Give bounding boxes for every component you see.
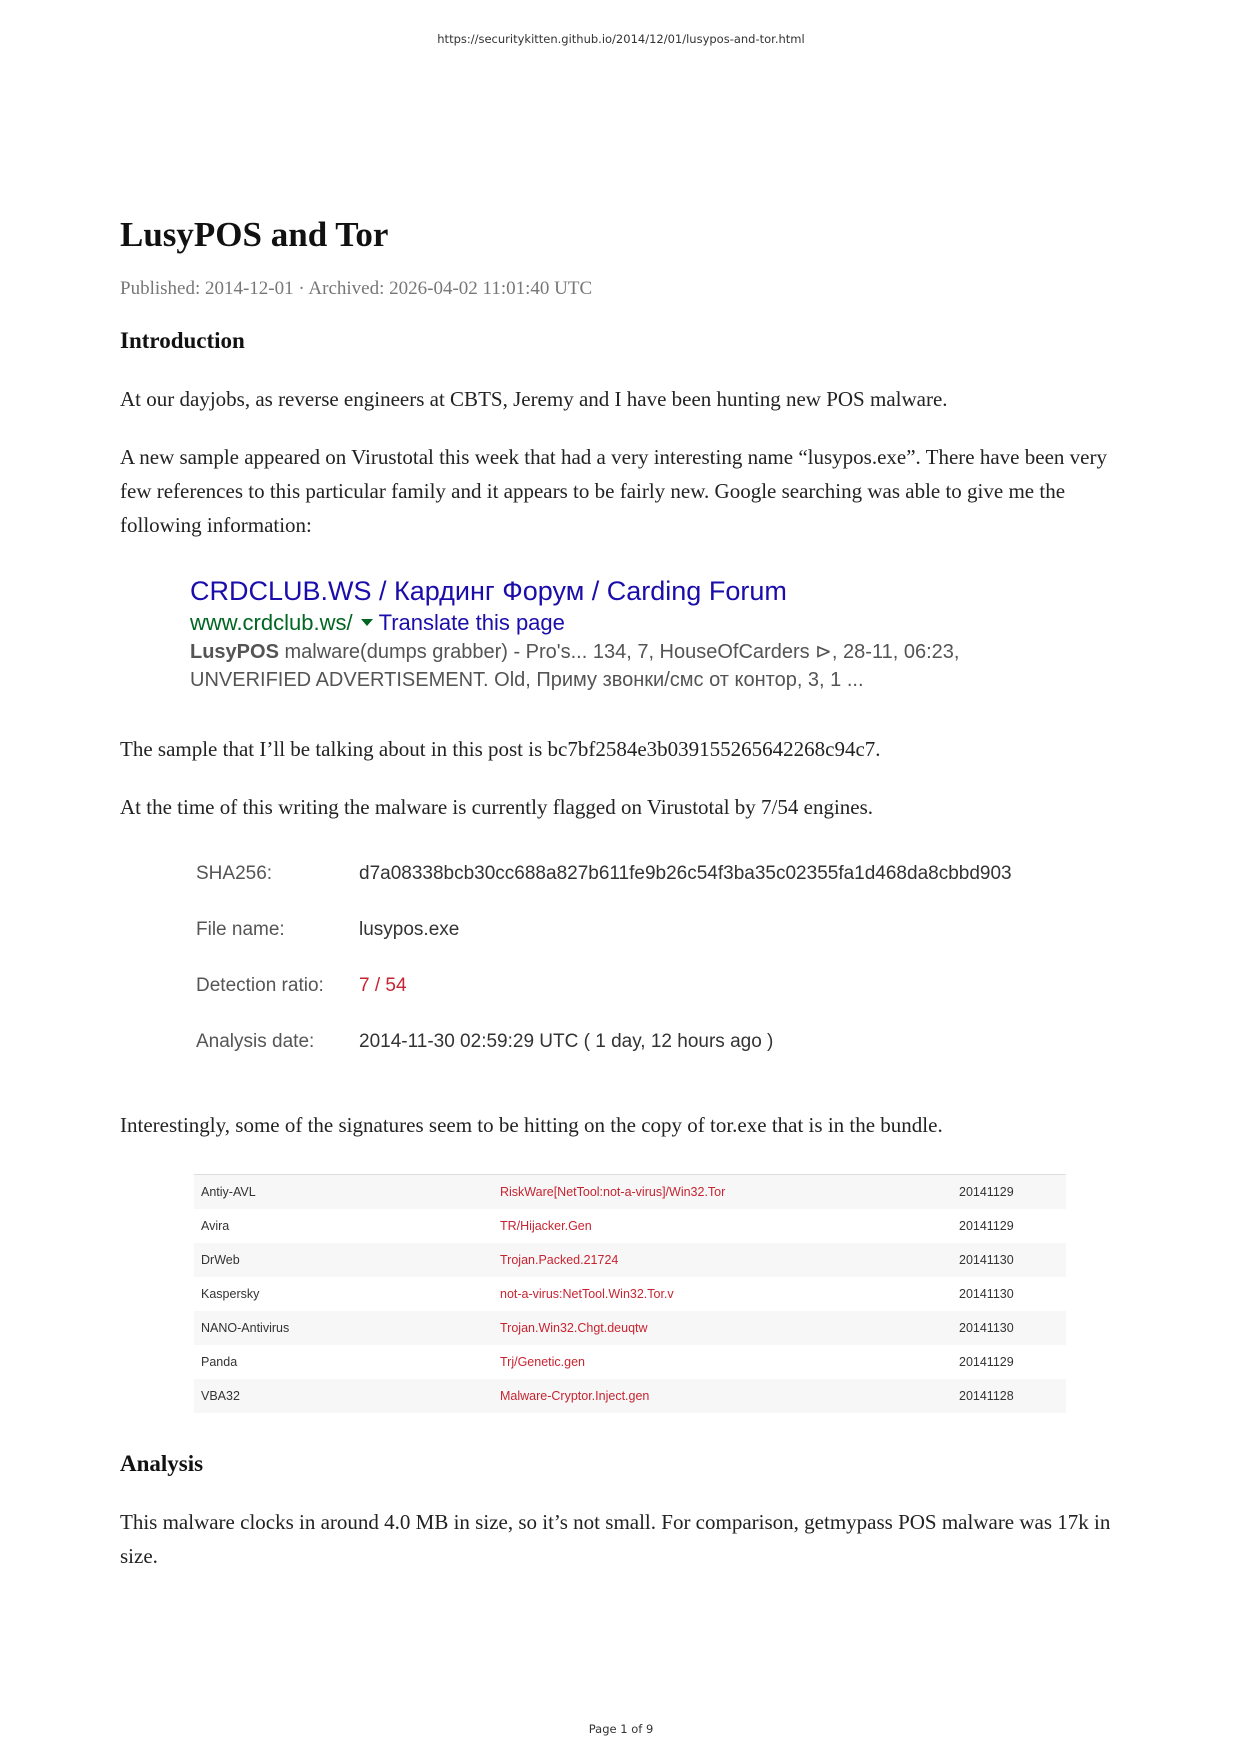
snippet-line-2: UNVERIFIED ADVERTISEMENT. Old, Приму звонки/смс от контор, 3, 1 ... (190, 669, 864, 691)
vt-sha256-value: d7a08338bcb30cc688a827b611fe9b26c54f3ba35c02355fa1d468da8cbbd903 (359, 863, 1012, 884)
detection-date: 20141129 (952, 1175, 1066, 1210)
detection-date: 20141130 (952, 1243, 1066, 1277)
table-row (194, 1175, 1066, 1210)
detection-date: 20141128 (952, 1379, 1066, 1413)
vt-date-value: 2014-11-30 02:59:29 UTC ( 1 day, 12 hours ago ) (359, 1031, 774, 1052)
detection-result: Trojan.Packed.21724 (493, 1243, 952, 1277)
caret-down-icon[interactable] (361, 619, 373, 626)
av-name: Kaspersky (201, 1287, 260, 1301)
paragraph-new-sample: A new sample appeared on Virustotal this week that had a very interesting name “lusypos.exe”. There have been very few references to this particular family and it appears to be fairly new. Google searching was able to give me the following information: (120, 445, 1107, 537)
paragraph-dayjobs: At our dayjobs, as reverse engineers at CBTS, Jeremy and I have been hunting new POS malware. (120, 387, 948, 411)
article-meta: Published: 2014-12-01 · Archived: 2026-04-02 11:01:40 UTC (120, 278, 593, 299)
paragraph-sample-hash: The sample that I’ll be talking about in this post is bc7bf2584e3b039155265642268c94c7. (120, 737, 881, 761)
vt-filename-label: File name: (196, 919, 285, 940)
detection-date: 20141130 (959, 1287, 1014, 1301)
detection-result: TR/Hijacker.Gen (500, 1219, 592, 1233)
detection-result: not-a-virus:NetTool.Win32.Tor.v (500, 1287, 674, 1301)
search-result-url: www.crdclub.ws/ (190, 610, 353, 635)
vt-date-label: Analysis date: (196, 1031, 315, 1052)
detections-table (194, 1174, 1066, 1413)
page-url-header: https://securitykitten.github.io/2014/12/01/lusypos-and-tor.html (437, 32, 805, 46)
introduction-heading: Introduction (120, 328, 245, 353)
vt-filename-value: lusypos.exe (359, 919, 460, 940)
paragraph-flagged: At the time of this writing the malware is currently flagged on Virustotal by 7/54 engines. (120, 795, 874, 819)
paragraph-signatures: Interestingly, some of the signatures seem to be hitting on the copy of tor.exe that is in the bundle. (120, 1113, 943, 1137)
detection-date: 20141129 (959, 1219, 1014, 1233)
table-row (194, 1379, 1066, 1413)
vt-filename-row (196, 902, 1130, 958)
snippet-line-1: malware(dumps grabber) - Pro's... 134, 7, HouseOfCarders ⊳, 28-11, 06:23, (278, 641, 960, 663)
av-name: DrWeb (194, 1243, 493, 1277)
snippet-bold-term: LusyPOS (190, 641, 279, 663)
google-search-result-screenshot (190, 574, 1010, 694)
table-row (194, 1345, 1066, 1379)
search-result-url-line (190, 608, 1010, 638)
detection-date: 20141130 (952, 1311, 1066, 1345)
av-name: Panda (201, 1355, 238, 1369)
detection-result: Trj/Genetic.gen (500, 1355, 585, 1369)
virustotal-summary-screenshot (196, 846, 1130, 1070)
table-row (194, 1277, 1066, 1311)
av-name: NANO-Antivirus (194, 1311, 493, 1345)
detection-date: 20141129 (959, 1355, 1014, 1369)
table-row (194, 1209, 1066, 1243)
article (120, 210, 1130, 1573)
vt-ratio-row (196, 958, 1130, 1014)
vt-sha256-row (196, 846, 1130, 902)
detection-result: Trojan.Win32.Chgt.deuqtw (493, 1311, 952, 1345)
paragraph-size: This malware clocks in around 4.0 MB in size, so it’s not small. For comparison, getmypass POS malware was 17k in size. (120, 1510, 1111, 1568)
table-row (194, 1243, 1066, 1277)
table-row (194, 1311, 1066, 1345)
translate-link[interactable]: Translate this page (378, 610, 565, 635)
vt-ratio-label: Detection ratio: (196, 975, 324, 996)
av-name: Avira (201, 1219, 230, 1233)
analysis-heading: Analysis (120, 1451, 204, 1476)
av-name: Antiy-AVL (194, 1175, 493, 1210)
search-result-snippet (190, 638, 1010, 694)
vt-ratio-value: 7 / 54 (359, 975, 407, 996)
av-name: VBA32 (194, 1379, 493, 1413)
page-title: LusyPOS and Tor (120, 215, 389, 254)
page-number: Page 1 of 9 (588, 1722, 654, 1736)
search-result-title[interactable]: CRDCLUB.WS / Кардинг Форум / Carding Forum (190, 576, 787, 606)
vt-date-row (196, 1014, 1130, 1070)
detection-result: RiskWare[NetTool:not-a-virus]/Win32.Tor (493, 1175, 952, 1210)
detection-result: Malware-Cryptor.Inject.gen (493, 1379, 952, 1413)
vt-sha256-label: SHA256: (196, 863, 273, 884)
